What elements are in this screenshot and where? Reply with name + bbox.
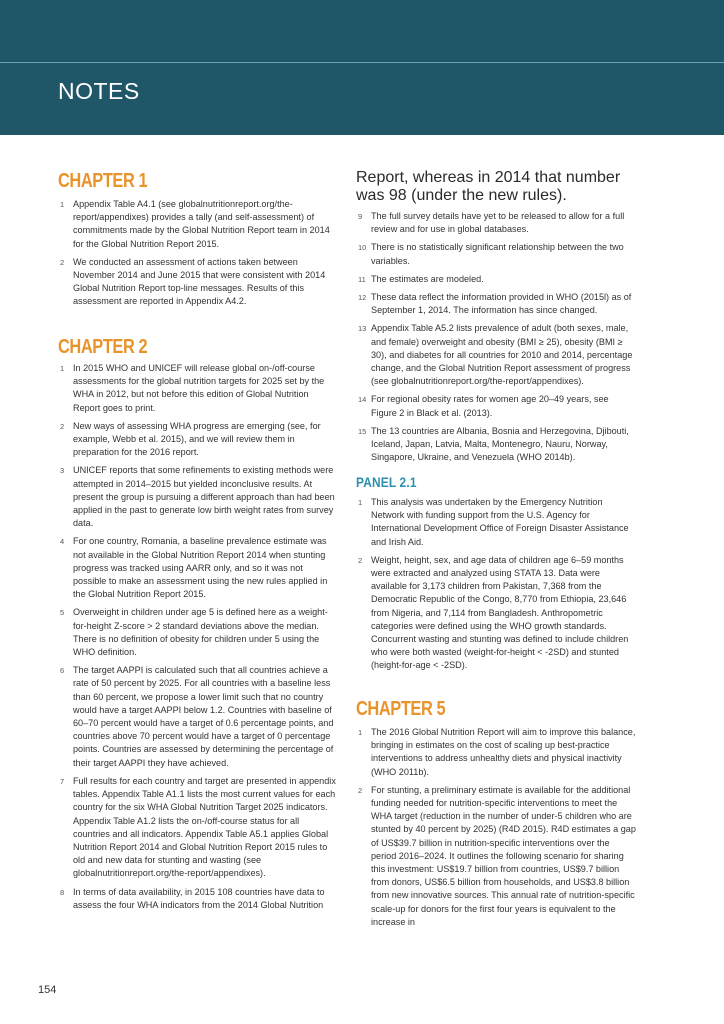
note-text: Appendix Table A4.1 (see globalnutritionreport.org/the-report/appendixes) provides a tally (and self-assessment) of commitments made by the Global Nutrition Report team in 2014 for the Global Nutrition Report 2015. bbox=[73, 199, 330, 249]
chapter-5-heading: CHAPTER 5 bbox=[356, 698, 446, 720]
note-number: 1 bbox=[358, 498, 363, 507]
chapter-2-notes-continued bbox=[356, 169, 636, 469]
note-item bbox=[356, 322, 636, 388]
note-text: There is no statistically significant relationship between the two variables. bbox=[371, 242, 624, 266]
note-item bbox=[58, 775, 338, 881]
note-item bbox=[356, 425, 636, 465]
note-text: For regional obesity rates for women age 20–49 years, see Figure 2 in Black et al. (2013). bbox=[371, 394, 609, 418]
note-number: 2 bbox=[60, 421, 65, 431]
note-item bbox=[58, 256, 338, 309]
note-text: The full survey details have yet to be released to allow for a full review and for use in global databases. bbox=[371, 211, 625, 235]
note-text: In terms of data availability, in 2015 108 countries have data to assess the four WHA indicators from the 2014 Global Nutrition bbox=[73, 886, 325, 910]
note-text: The estimates are modeled. bbox=[371, 273, 484, 284]
page-title: NOTES bbox=[58, 78, 140, 104]
note-item bbox=[356, 726, 636, 779]
note-text: Appendix Table A5.2 lists prevalence of adult (both sexes, male, and female) overweight and obesity (BMI ≥ 25), obesity (BMI ≥ 30), and diabetes for all countries for 2010 and 2014, percentage change, and the Global Nutrition Report assessment of progress (see globalnutritionreport.org/the-report/appendixes). bbox=[371, 323, 633, 387]
note-text: This analysis was undertaken by the Emergency Nutrition Network with funding support from the U.S. Agency for International Development Office of Foreign Disaster Assistance and Irish Aid. bbox=[371, 497, 629, 547]
note-number: 1 bbox=[60, 200, 65, 209]
note-number: 15 bbox=[358, 426, 367, 436]
note-text: Full results for each country and target are presented in appendix tables. Appendix Table A1.1 lists the most current values for each country for the six WHA Global Nutrition Target 2025 indicators. Appendix Table A1.2 lists the on-/off-course status for all countries and all indicators. Appendix Table A5.1 applies Global Nutrition Report 2014 and Global Nutrition Report 2015 rules to old and new data for stunting and wasting (see globalnutritionreport.org/the-report/appendixes). bbox=[73, 775, 336, 879]
note-continuation: Report, whereas in 2014 that number was 98 (under the new rules). bbox=[356, 169, 621, 204]
note-item bbox=[356, 496, 636, 549]
note-text: In 2015 WHO and UNICEF will release global on-/off-course assessments for the global nutrition targets for 2025 set by the WHA in 2012, but not before this edition of Global Nutrition Report goes to print. bbox=[73, 363, 325, 413]
panel-2-1-heading: PANEL 2.1 bbox=[356, 474, 417, 490]
note-number: 12 bbox=[358, 293, 367, 303]
header-divider bbox=[0, 62, 724, 63]
note-number: 3 bbox=[60, 466, 65, 476]
note-item bbox=[58, 664, 338, 770]
panel-2-1-notes bbox=[356, 496, 636, 678]
note-item bbox=[58, 464, 338, 530]
note-text: The 13 countries are Albania, Bosnia and Herzegovina, Djibouti, Iceland, Japan, Latvia, Malta, Montenegro, Nauru, Norway, Singapore, Ukraine, and Venezuela (WHO 2014b). bbox=[371, 425, 629, 463]
note-text: UNICEF reports that some refinements to existing methods were attempted in 2014–2015 but yielded inconclusive results. At present the group is pursuing a different approach than had been applied in the past to generate low birth weight rates from survey data. bbox=[73, 465, 335, 529]
note-number: 8 bbox=[60, 887, 65, 897]
note-number: 9 bbox=[358, 212, 363, 221]
note-item bbox=[58, 420, 338, 460]
note-text: New ways of assessing WHA progress are emerging (see, for example, Webb et al. 2015), and we will review them in preparation for the 2016 report. bbox=[73, 420, 321, 458]
note-number: 13 bbox=[358, 324, 367, 334]
note-item bbox=[356, 241, 636, 267]
note-text: For one country, Romania, a baseline prevalence estimate was not available in the Global Nutrition Report 2014 when stunting progress was tracked using AARR only, and so it was not possible to make an assessment using the new rules applied in the Global Nutrition Report 2015. bbox=[73, 536, 328, 600]
page-header bbox=[0, 0, 724, 135]
note-number: 10 bbox=[358, 243, 367, 253]
chapter-5-notes bbox=[356, 726, 636, 934]
note-number: 6 bbox=[60, 666, 65, 676]
chapter-2-heading: CHAPTER 2 bbox=[58, 336, 148, 358]
note-number: 7 bbox=[60, 776, 65, 786]
note-item bbox=[58, 535, 338, 601]
note-number: 1 bbox=[358, 728, 363, 737]
note-number: 5 bbox=[60, 608, 65, 618]
note-item bbox=[58, 886, 338, 912]
note-item bbox=[356, 273, 636, 286]
note-number: 1 bbox=[60, 364, 65, 373]
note-item bbox=[356, 291, 636, 317]
chapter-1-heading: CHAPTER 1 bbox=[58, 170, 148, 192]
chapter-1-notes bbox=[58, 198, 338, 314]
note-number: 4 bbox=[60, 537, 65, 547]
note-text: The target AAPPI is calculated such that all countries achieve a rate of 50 percent by 2025. For all countries with a baseline less than 60 percent, we propose a lower limit such that no country would have a target AAPPI below 1.2. Countries with baseline of 60–70 percent would have a target of 0.6 percentage points, and countries above 70 percent would have a target of 0 percentage points. Countries are assessed by determining the percentage of their target AAPPI they have achieved. bbox=[73, 665, 334, 768]
note-item bbox=[356, 554, 636, 673]
note-text: Overweight in children under age 5 is defined here as a weight-for-height Z-score > 2 standard deviations above the median. There is no definition of obesity for children under 5 using the WHO definition. bbox=[73, 607, 328, 658]
note-number: 2 bbox=[358, 785, 363, 795]
note-item bbox=[356, 784, 636, 929]
note-text: The 2016 Global Nutrition Report will aim to improve this balance, bringing in estimates on the cost of scaling up best-practice interventions to address unhealthy diets and physical inactivity (WHO 2011b). bbox=[371, 727, 636, 777]
note-text: For stunting, a preliminary estimate is available for the additional funding needed for nutrition-specific interventions to meet the WHA target (reduction in the number of under-5 children who are stunted by 40 percent by 2025) (R4D 2015). R4D estimates a gap of US$39.7 billion in nutrition-specific interventions over the period 2016–2024. It outlines the following scenario for sharing this investment: US$19.7 billion from countries, US$9.7 billion from donors, US$6.5 billion from households, and US$3.8 billion from new innovative sources. This annual rate of nutrition-specific scale-up for donors for the first four years is equivalent to the increase in bbox=[371, 784, 636, 927]
note-item bbox=[58, 198, 338, 251]
note-number: 2 bbox=[60, 257, 65, 267]
note-number: 14 bbox=[358, 395, 367, 405]
note-item bbox=[58, 362, 338, 415]
page-number: 154 bbox=[38, 984, 57, 996]
note-number: 11 bbox=[358, 274, 366, 284]
note-item bbox=[58, 606, 338, 659]
chapter-2-notes bbox=[58, 362, 338, 917]
note-number: 2 bbox=[358, 555, 363, 565]
note-text: We conducted an assessment of actions taken between November 2014 and June 2015 that were consistent with 2014 Global Nutrition Report top-line messages. Results of this assessment are reported in Appendix A4.2. bbox=[73, 256, 326, 307]
note-text: These data reflect the information provided in WHO (2015l) as of September 1, 2014. The information has since changed. bbox=[371, 292, 632, 316]
note-item bbox=[356, 210, 636, 236]
note-item bbox=[356, 393, 636, 419]
note-text: Weight, height, sex, and age data of children age 6–59 months were extracted and analyzed using STATA 13. Data were available for 3,173 children from Pakistan, 7,368 from the Democratic Republic of the Congo, 8,770 from Ethiopia, 23,646 from Nigeria, and 7,114 from Bangladesh. Anthropometric categories were defined using the WHO growth standards. Concurrent wasting and stunting was defined to include children who were both wasted (weight-for-height < -2SD) and stunted (height-for-age < -2SD). bbox=[371, 554, 629, 671]
